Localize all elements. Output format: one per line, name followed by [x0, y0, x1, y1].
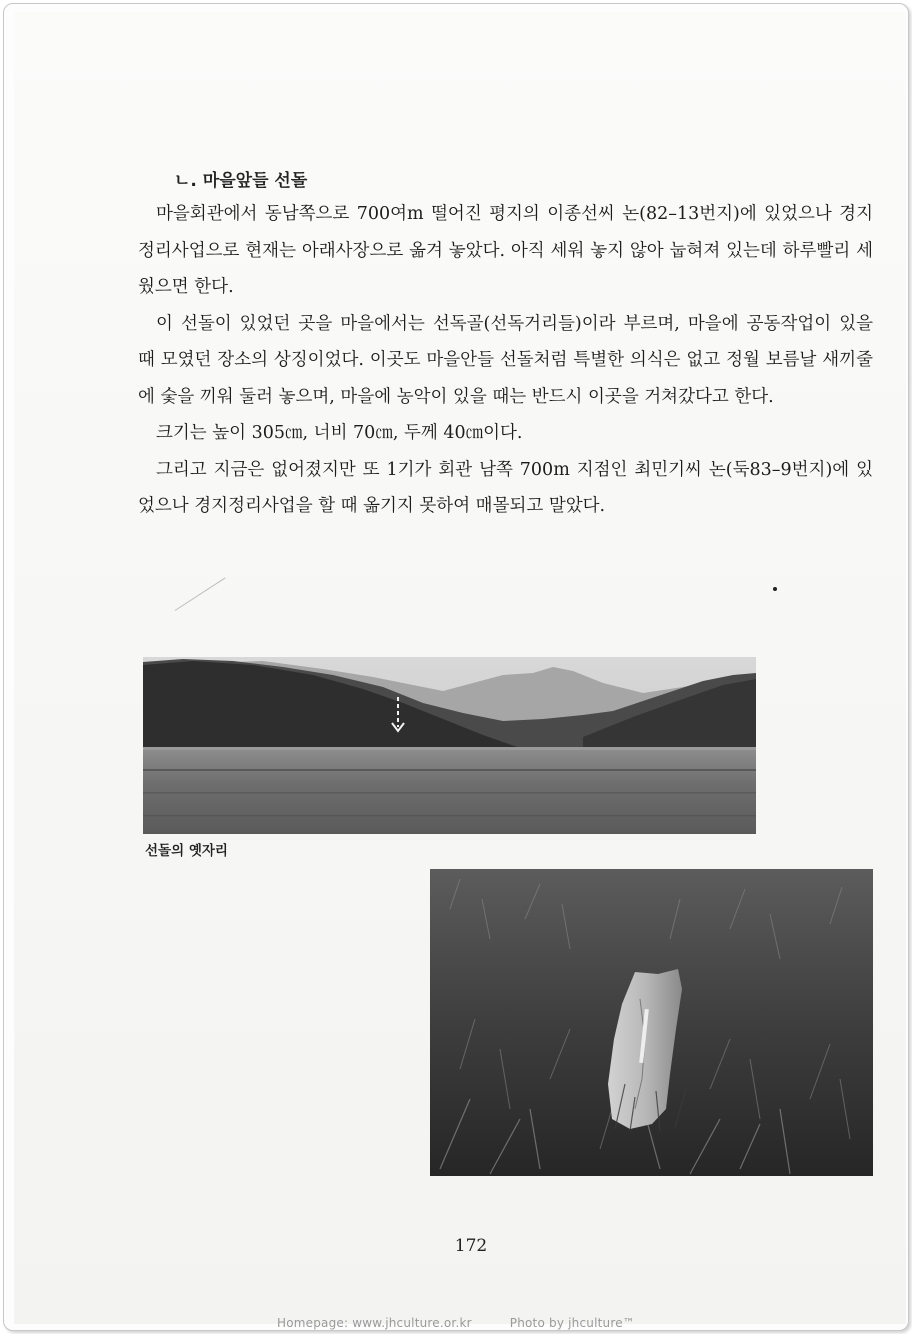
ink-dot: [773, 587, 777, 591]
paragraph-3: 크기는 높이 305㎝, 너비 70㎝, 두께 40㎝이다.: [156, 423, 523, 443]
menhir-photo: [430, 869, 873, 1176]
paragraph-2: 이 선돌이 있었던 곳을 마을에서는 선독골(선독거리들)이라 부르며, 마을에 공동작업이 있을 때 모였던 장소의 상징이었다. 이곳도 마을안들 선돌처럼 특별한 의식은 없고 정월 보름날 새끼줄에 숯을 끼워 둘러 놓으며, 마을에 농악이 있을 때는 반드시 이곳을 거쳐갔다고 한다.: [138, 313, 873, 407]
section-heading: ㄴ. 마을앞들 선돌: [174, 171, 308, 191]
body-text: [138, 196, 873, 525]
photo-credit: Photo by jhculture™: [509, 1316, 635, 1330]
paragraph-4: 그리고 지금은 없어졌지만 또 1기가 회관 남쪽 700m 지점인 최민기씨 논(둑83–9번지)에 있었으나 경지정리사업을 할 때 옮기지 못하여 매몰되고 말았다.: [138, 459, 873, 516]
page-number: 172: [454, 1236, 488, 1256]
homepage-link[interactable]: Homepage: www.jhculture.or.kr: [277, 1316, 472, 1330]
paragraph-1: 마을회관에서 동남쪽으로 700여m 떨어진 평지의 이종선씨 논(82–13번지)에 있었으나 경지정리사업으로 현재는 아래사장으로 옮겨 놓았다. 아직 세워 놓지 않아 눕혀져 있는데 하루빨리 세웠으면 한다.: [138, 204, 873, 297]
photo-caption: 선돌의 옛자리: [145, 843, 228, 859]
former-site-photo: [143, 657, 756, 834]
footer: [0, 1316, 912, 1330]
